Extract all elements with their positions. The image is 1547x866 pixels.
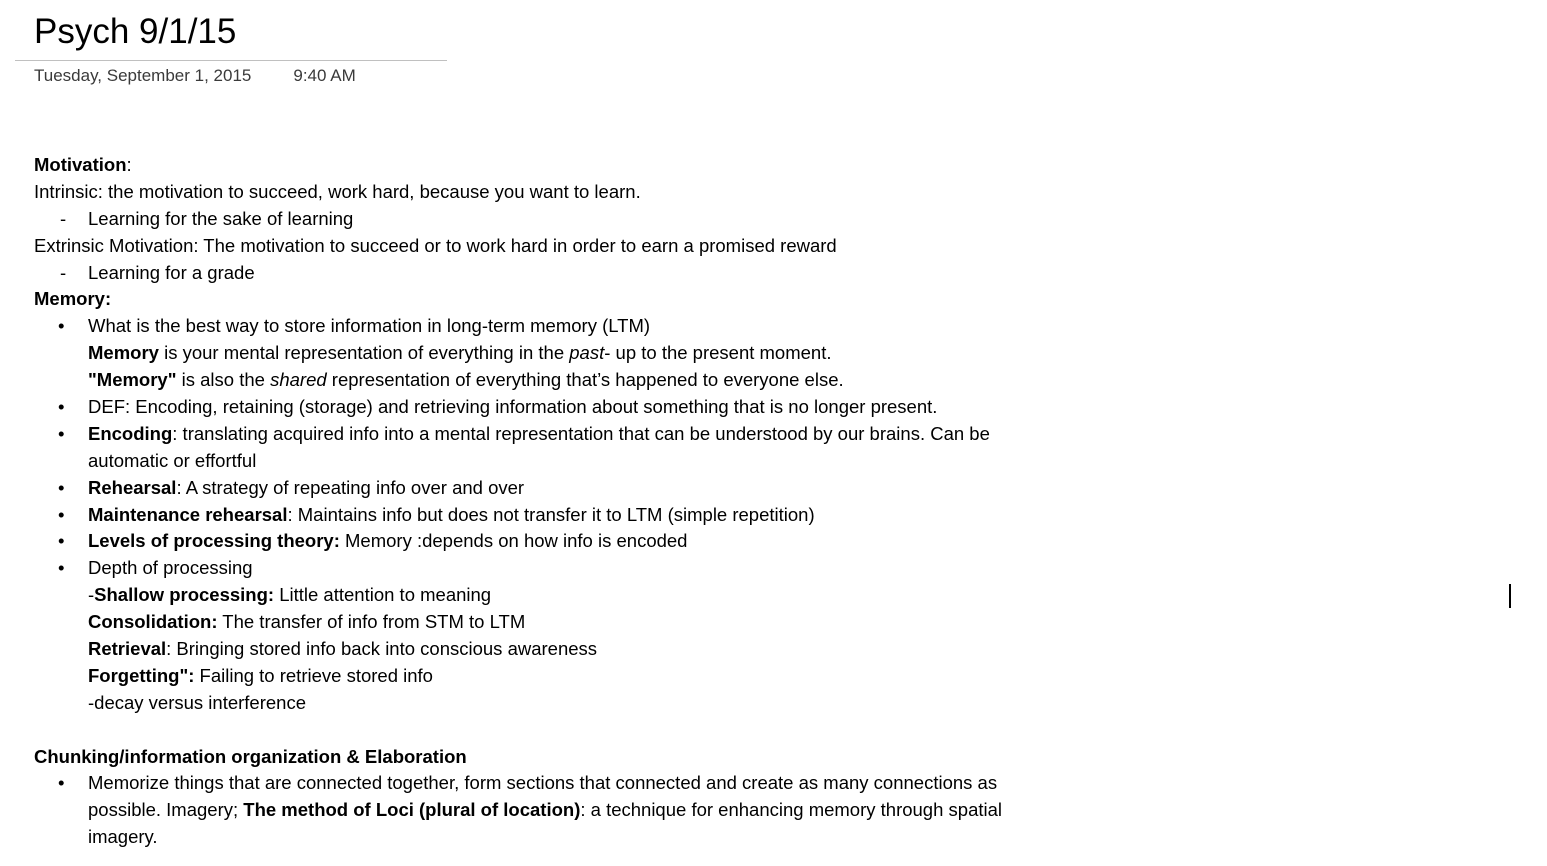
term: Forgetting": [88,664,195,686]
title-divider [15,60,447,61]
text: possible. Imagery; [88,799,244,821]
page-title[interactable]: Psych 9/1/15 [34,12,237,51]
page-metadata [34,65,356,87]
text: Failing to retrieve stored info [194,664,433,686]
list-item [34,394,1104,421]
bullet-icon: • [58,315,65,337]
text: is also the [176,369,271,391]
page-time: 9:40 AM [293,66,356,85]
list-item [34,502,1104,529]
heading-colon: : [126,154,132,175]
list-item-text: Depth of processing [88,557,253,579]
chunking-heading: Chunking/information organization & Elaboration [34,745,467,767]
term: Shallow processing: [94,584,275,606]
list-item-continuation: automatic or effortful [88,449,257,471]
bullet-icon: • [58,772,65,794]
text: Little attention to meaning [274,584,492,606]
blank-line [34,717,1104,744]
text: : Bringing stored info back into conscious awareness [166,638,598,660]
extrinsic-line: Extrinsic Motivation: The motivation to succeed or to work hard in order to earn a promised reward [34,234,837,256]
list-item-text: DEF: Encoding, retaining (storage) and retrieving information about something that is no longer present. [88,396,938,418]
list-item [34,770,1104,797]
emphasis: past [569,342,605,364]
text: is your mental representation of everything in the [158,342,570,364]
text: Memory :depends on how info is encoded [339,530,688,552]
note-content[interactable] [34,152,1104,851]
list-item [34,555,1104,582]
quote-mark: " [88,369,97,391]
text: The transfer of info from STM to LTM [217,611,526,633]
list-item [34,421,1104,448]
term: Retrieval [88,638,167,660]
term: The method of Loci (plural of location) [243,799,581,821]
dash-marker: - [60,207,67,229]
bullet-icon: • [58,530,65,552]
list-item-continuation [34,797,1104,824]
term: Memory [88,342,159,364]
list-item [34,475,1104,502]
list-item-text: Learning for a grade [88,261,255,283]
text: representation of everything that’s happened to everyone else. [326,369,844,391]
term: Encoding [88,422,173,444]
text: : Maintains info but does not transfer it to LTM (simple repetition) [287,503,815,525]
text-cursor [1509,584,1511,608]
dash-marker: - [60,261,67,283]
term: Consolidation: [88,611,218,633]
list-item-continuation: imagery. [88,826,158,848]
bullet-icon: • [58,557,65,579]
page-date: Tuesday, September 1, 2015 [34,66,252,85]
list-item-continuation [34,663,1104,690]
list-item-continuation [34,582,1104,609]
list-item-continuation [34,609,1104,636]
list-item-text: Learning for the sake of learning [88,207,354,229]
list-item [34,528,1104,555]
text: - up to the present moment. [604,342,832,364]
bullet-icon: • [58,476,65,498]
motivation-heading [34,152,1104,179]
text: : a technique for enhancing memory through spatial [580,799,1003,821]
list-item-continuation [34,340,1104,367]
list-item [34,313,1104,340]
memory-heading: Memory: [34,288,112,310]
list-item-text: What is the best way to store information in long-term memory (LTM) [88,315,651,337]
intrinsic-line: Intrinsic: the motivation to succeed, work hard, because you want to learn. [34,180,641,202]
list-item-continuation [34,367,1104,394]
list-item [34,260,1104,287]
term: Maintenance rehearsal [88,503,288,525]
text: : translating acquired info into a mental representation that can be understood by our brains. Can be [172,422,990,444]
list-item-continuation [34,636,1104,663]
list-item-continuation: -decay versus interference [88,691,306,713]
bullet-icon: • [58,422,65,444]
list-item-text: Memorize things that are connected together, form sections that connected and create as many connections as [88,772,998,794]
bullet-icon: • [58,503,65,525]
bullet-icon: • [58,396,65,418]
text: - [88,584,95,606]
motivation-heading-text: Motivation [34,154,127,175]
term: Memory" [96,369,177,391]
emphasis: shared [270,369,327,391]
term: Rehearsal [88,476,177,498]
list-item [34,206,1104,233]
term: Levels of processing theory: [88,530,340,552]
text: : A strategy of repeating info over and over [176,476,525,498]
